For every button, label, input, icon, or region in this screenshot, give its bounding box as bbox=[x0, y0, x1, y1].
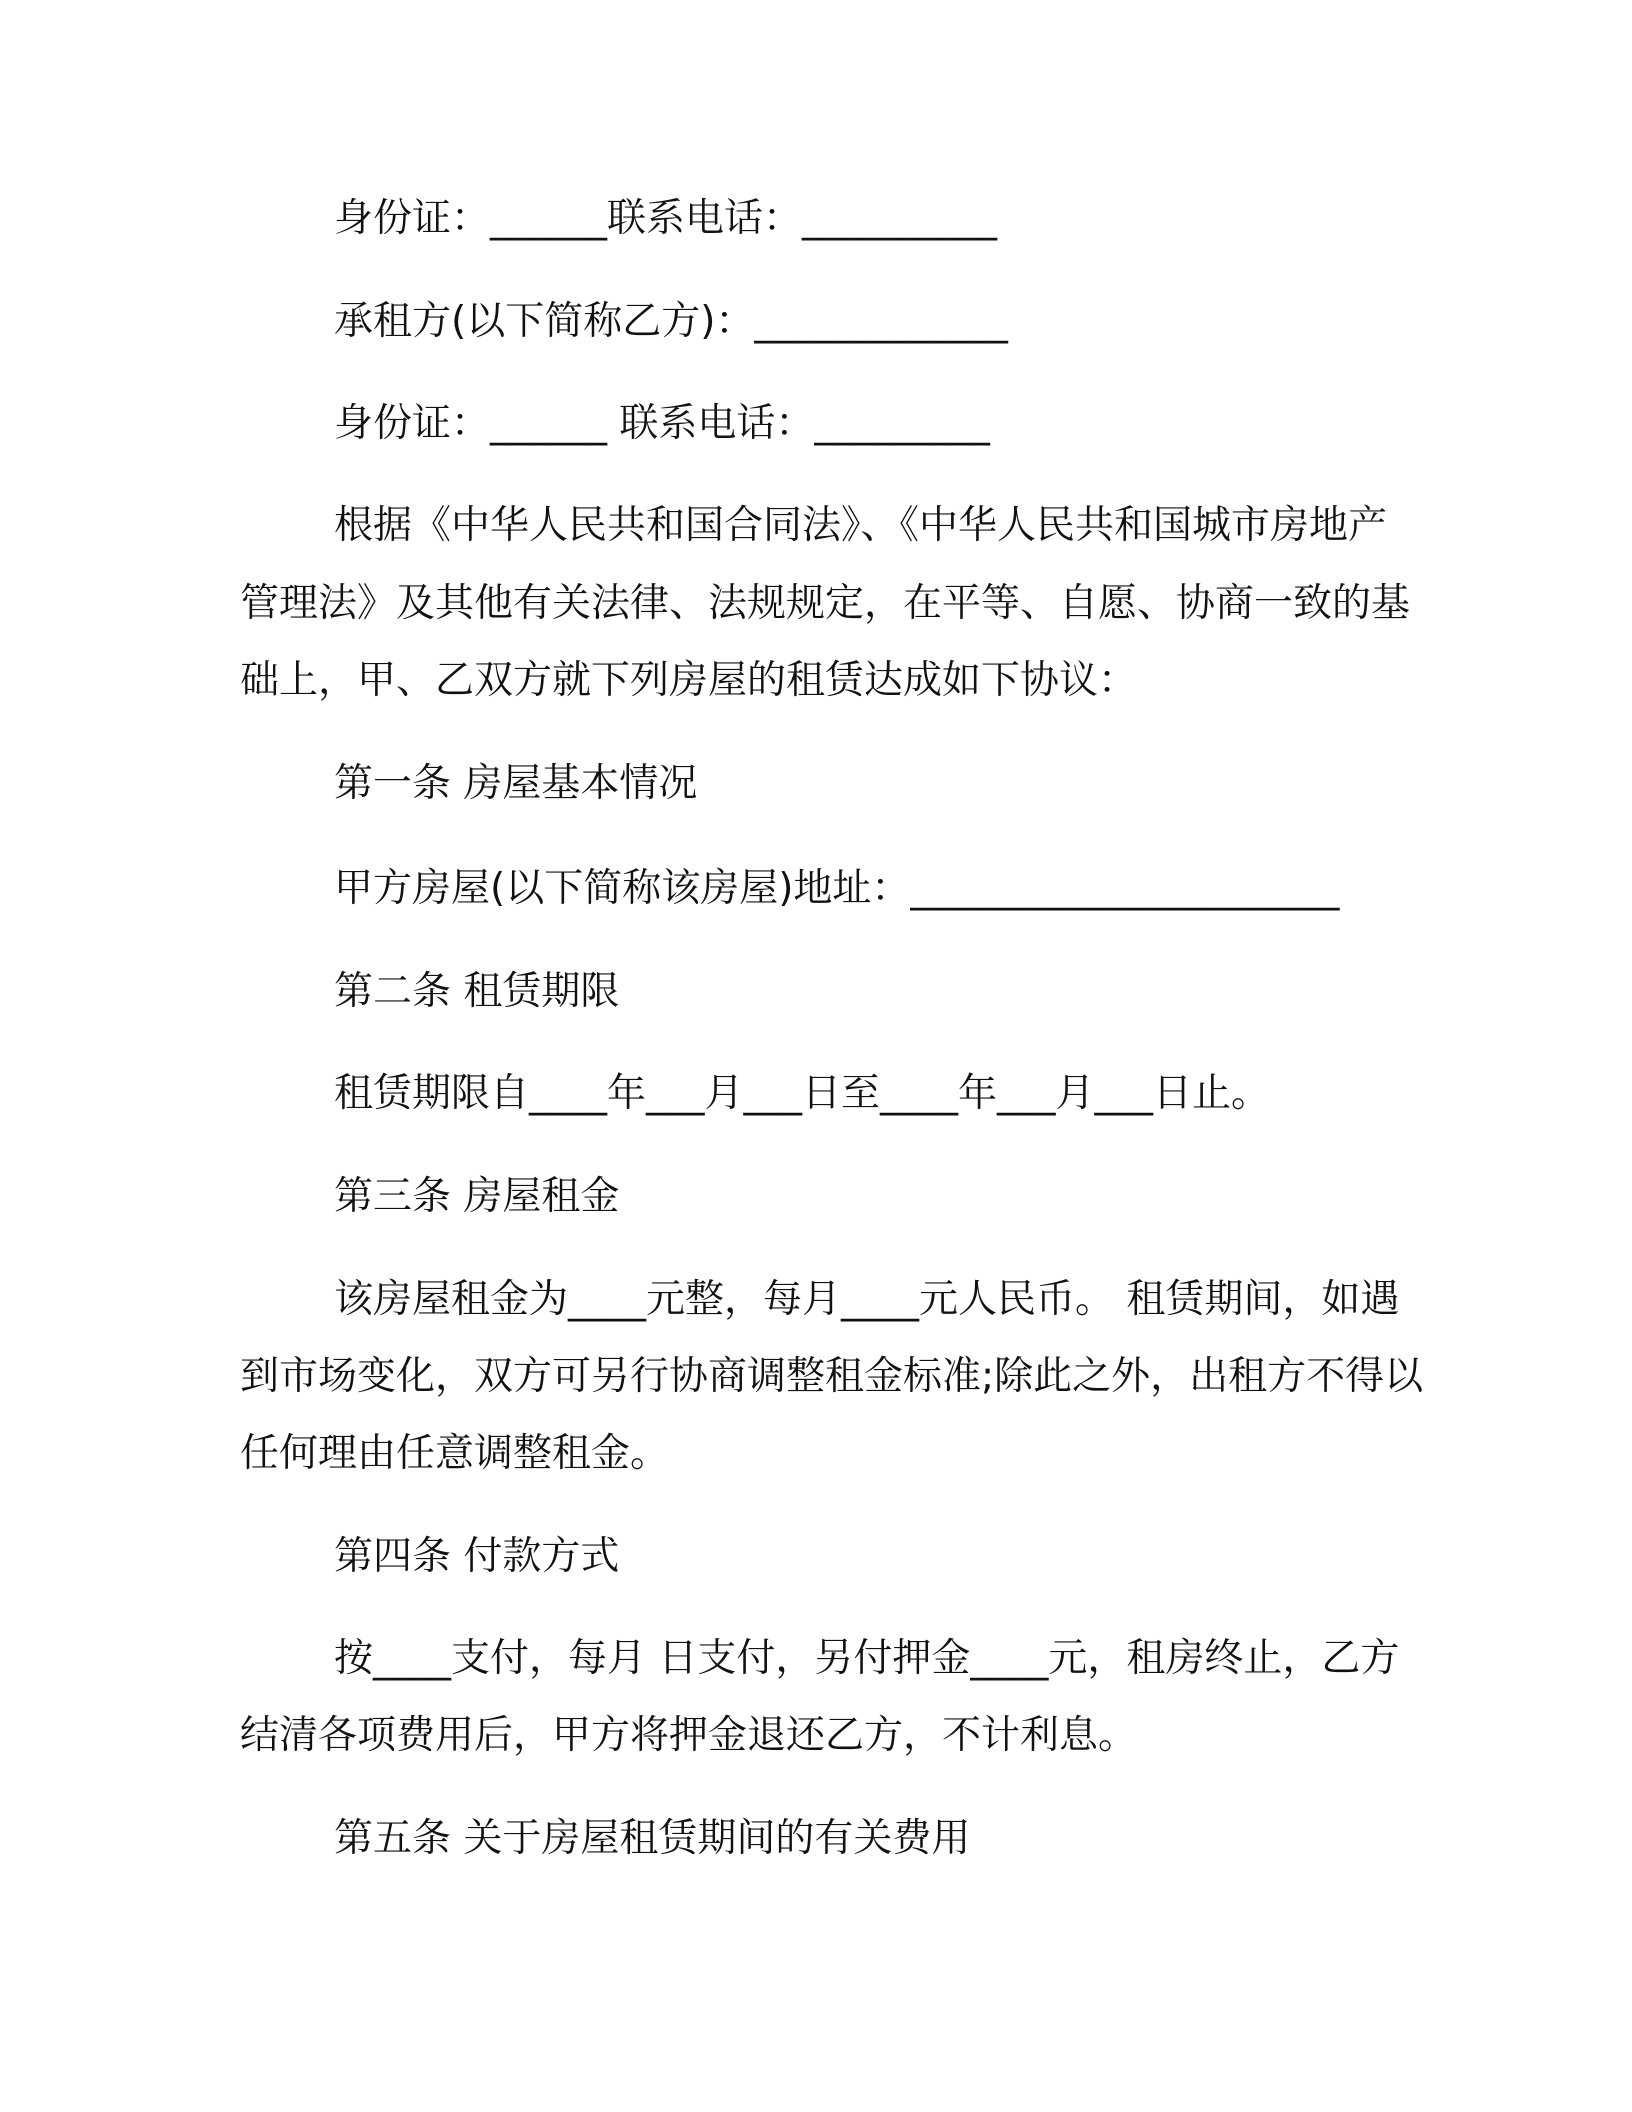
article-1-heading: 第一条 房屋基本情况 bbox=[334, 761, 698, 806]
lessor-id-phone-line: 身份证：______联系电话：__________ bbox=[334, 196, 998, 241]
article-4-heading: 第四条 付款方式 bbox=[334, 1534, 620, 1579]
rent-line-1: 该房屋租金为____元整，每月____元人民币。 租赁期间，如遇 bbox=[334, 1277, 1400, 1322]
article-5-heading: 第五条 关于房屋租赁期间的有关费用 bbox=[334, 1816, 971, 1861]
rent-line-3: 任何理由任意调整租金。 bbox=[240, 1431, 670, 1476]
preamble-line-2: 管理法》及其他有关法律、法规规定，在平等、自愿、协商一致的基 bbox=[240, 581, 1411, 626]
rent-line-2: 到市场变化，双方可另行协商调整租金标准;除此之外，出租方不得以 bbox=[240, 1354, 1424, 1399]
house-address-line: 甲方房屋(以下简称该房屋)地址：______________________ bbox=[334, 866, 1340, 911]
payment-line-2: 结清各项费用后，甲方将押金退还乙方，不计利息。 bbox=[240, 1713, 1138, 1758]
lessee-name-line: 承租方(以下简称乙方)：_____________ bbox=[334, 299, 1008, 344]
article-2-heading: 第二条 租赁期限 bbox=[334, 969, 620, 1014]
lessee-id-phone-line: 身份证：______ 联系电话：_________ bbox=[334, 401, 990, 446]
lease-term-line: 租赁期限自____年___月___日至____年___月___日止。 bbox=[334, 1071, 1271, 1116]
preamble-line-1: 根据《中华人民共和国合同法》、《中华人民共和国城市房地产 bbox=[334, 503, 1388, 548]
article-3-heading: 第三条 房屋租金 bbox=[334, 1174, 620, 1219]
payment-line-1: 按____支付，每月 日支付，另付押金____元，租房终止，乙方 bbox=[334, 1636, 1400, 1681]
preamble-line-3: 础上，甲、乙双方就下列房屋的租赁达成如下协议： bbox=[240, 658, 1138, 703]
